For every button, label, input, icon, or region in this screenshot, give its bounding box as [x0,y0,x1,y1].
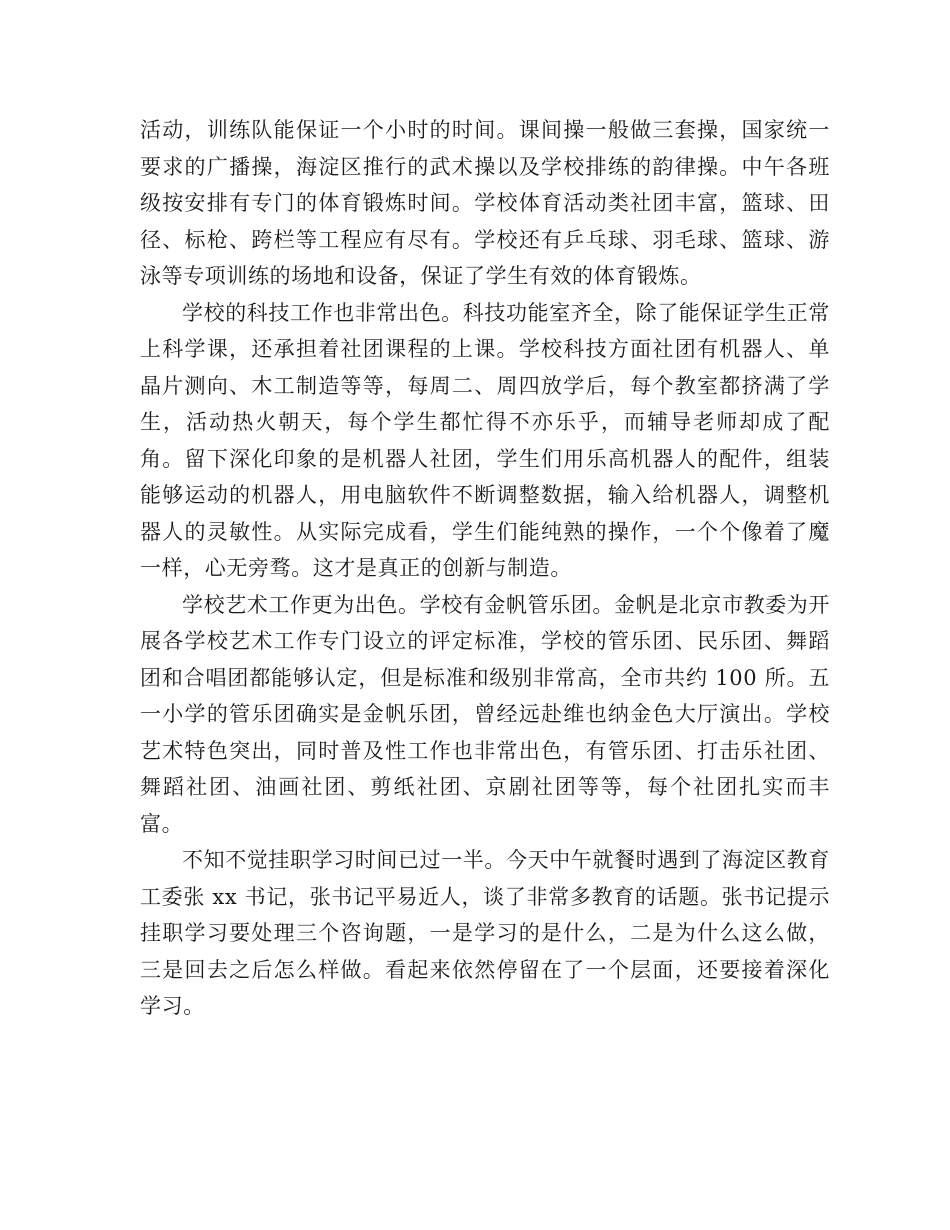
paragraph-sports: 活动，训练队能保证一个小时的时间。课间操一般做三套操，国家统一要求的广播操，海淀区推行的武术操以及学校排练的韵律操。中午各班级按安排有专门的体育锻炼时间。学校体育活动类社团丰富，篮球、田径、标枪、跨栏等工程应有尽有。学校还有乒乓球、羽毛球、篮球、游泳等专项训练的场地和设备，保证了学生有效的体育锻炼。 [140,118,830,288]
document-page [140,112,830,1025]
paragraph-technology: 学校的科技工作也非常出色。科技功能室齐全，除了能保证学生正常上科学课，还承担着社团课程的上课。学校科技方面社团有机器人、单晶片测向、木工制造等等，每周二、周四放学后，每个教室都挤满了学生，活动热火朝天，每个学生都忙得不亦乐乎，而辅导老师却成了配角。留下深化印象的是机器人社团，学生们用乐高机器人的配件，组装能够运动的机器人，用电脑软件不断调整数据，输入给机器人，调整机器人的灵敏性。从实际完成看，学生们能纯熟的操作，一个个像着了魔一样，心无旁骛。这才是真正的创新与制造。 [140,300,830,580]
paragraph-arts: 学校艺术工作更为出色。学校有金帆管乐团。金帆是北京市教委为开展各学校艺术工作专门设立的评定标准，学校的管乐团、民乐团、舞蹈团和合唱团都能够认定，但是标准和级别非常高，全市共约 100 所。五一小学的管乐团确实是金帆乐团，曾经远赴维也纳金色大厅演出。学校艺术特色突出，同时普及性工作也非常出色，有管乐团、打击乐社团、舞蹈社团、油画社团、剪纸社团、京剧社团等等，每个社团扎实而丰富。 [140,592,830,836]
paragraph-reflection: 不知不觉挂职学习时间已过一半。今天中午就餐时遇到了海淀区教育工委张 xx 书记，张书记平易近人，谈了非常多教育的话题。张书记提示挂职学习要处理三个咨询题，一是学习的是什么，二是为什么这么做，三是回去之后怎么样做。看起来依然停留在了一个层面，还要接着深化学习。 [140,848,830,1018]
